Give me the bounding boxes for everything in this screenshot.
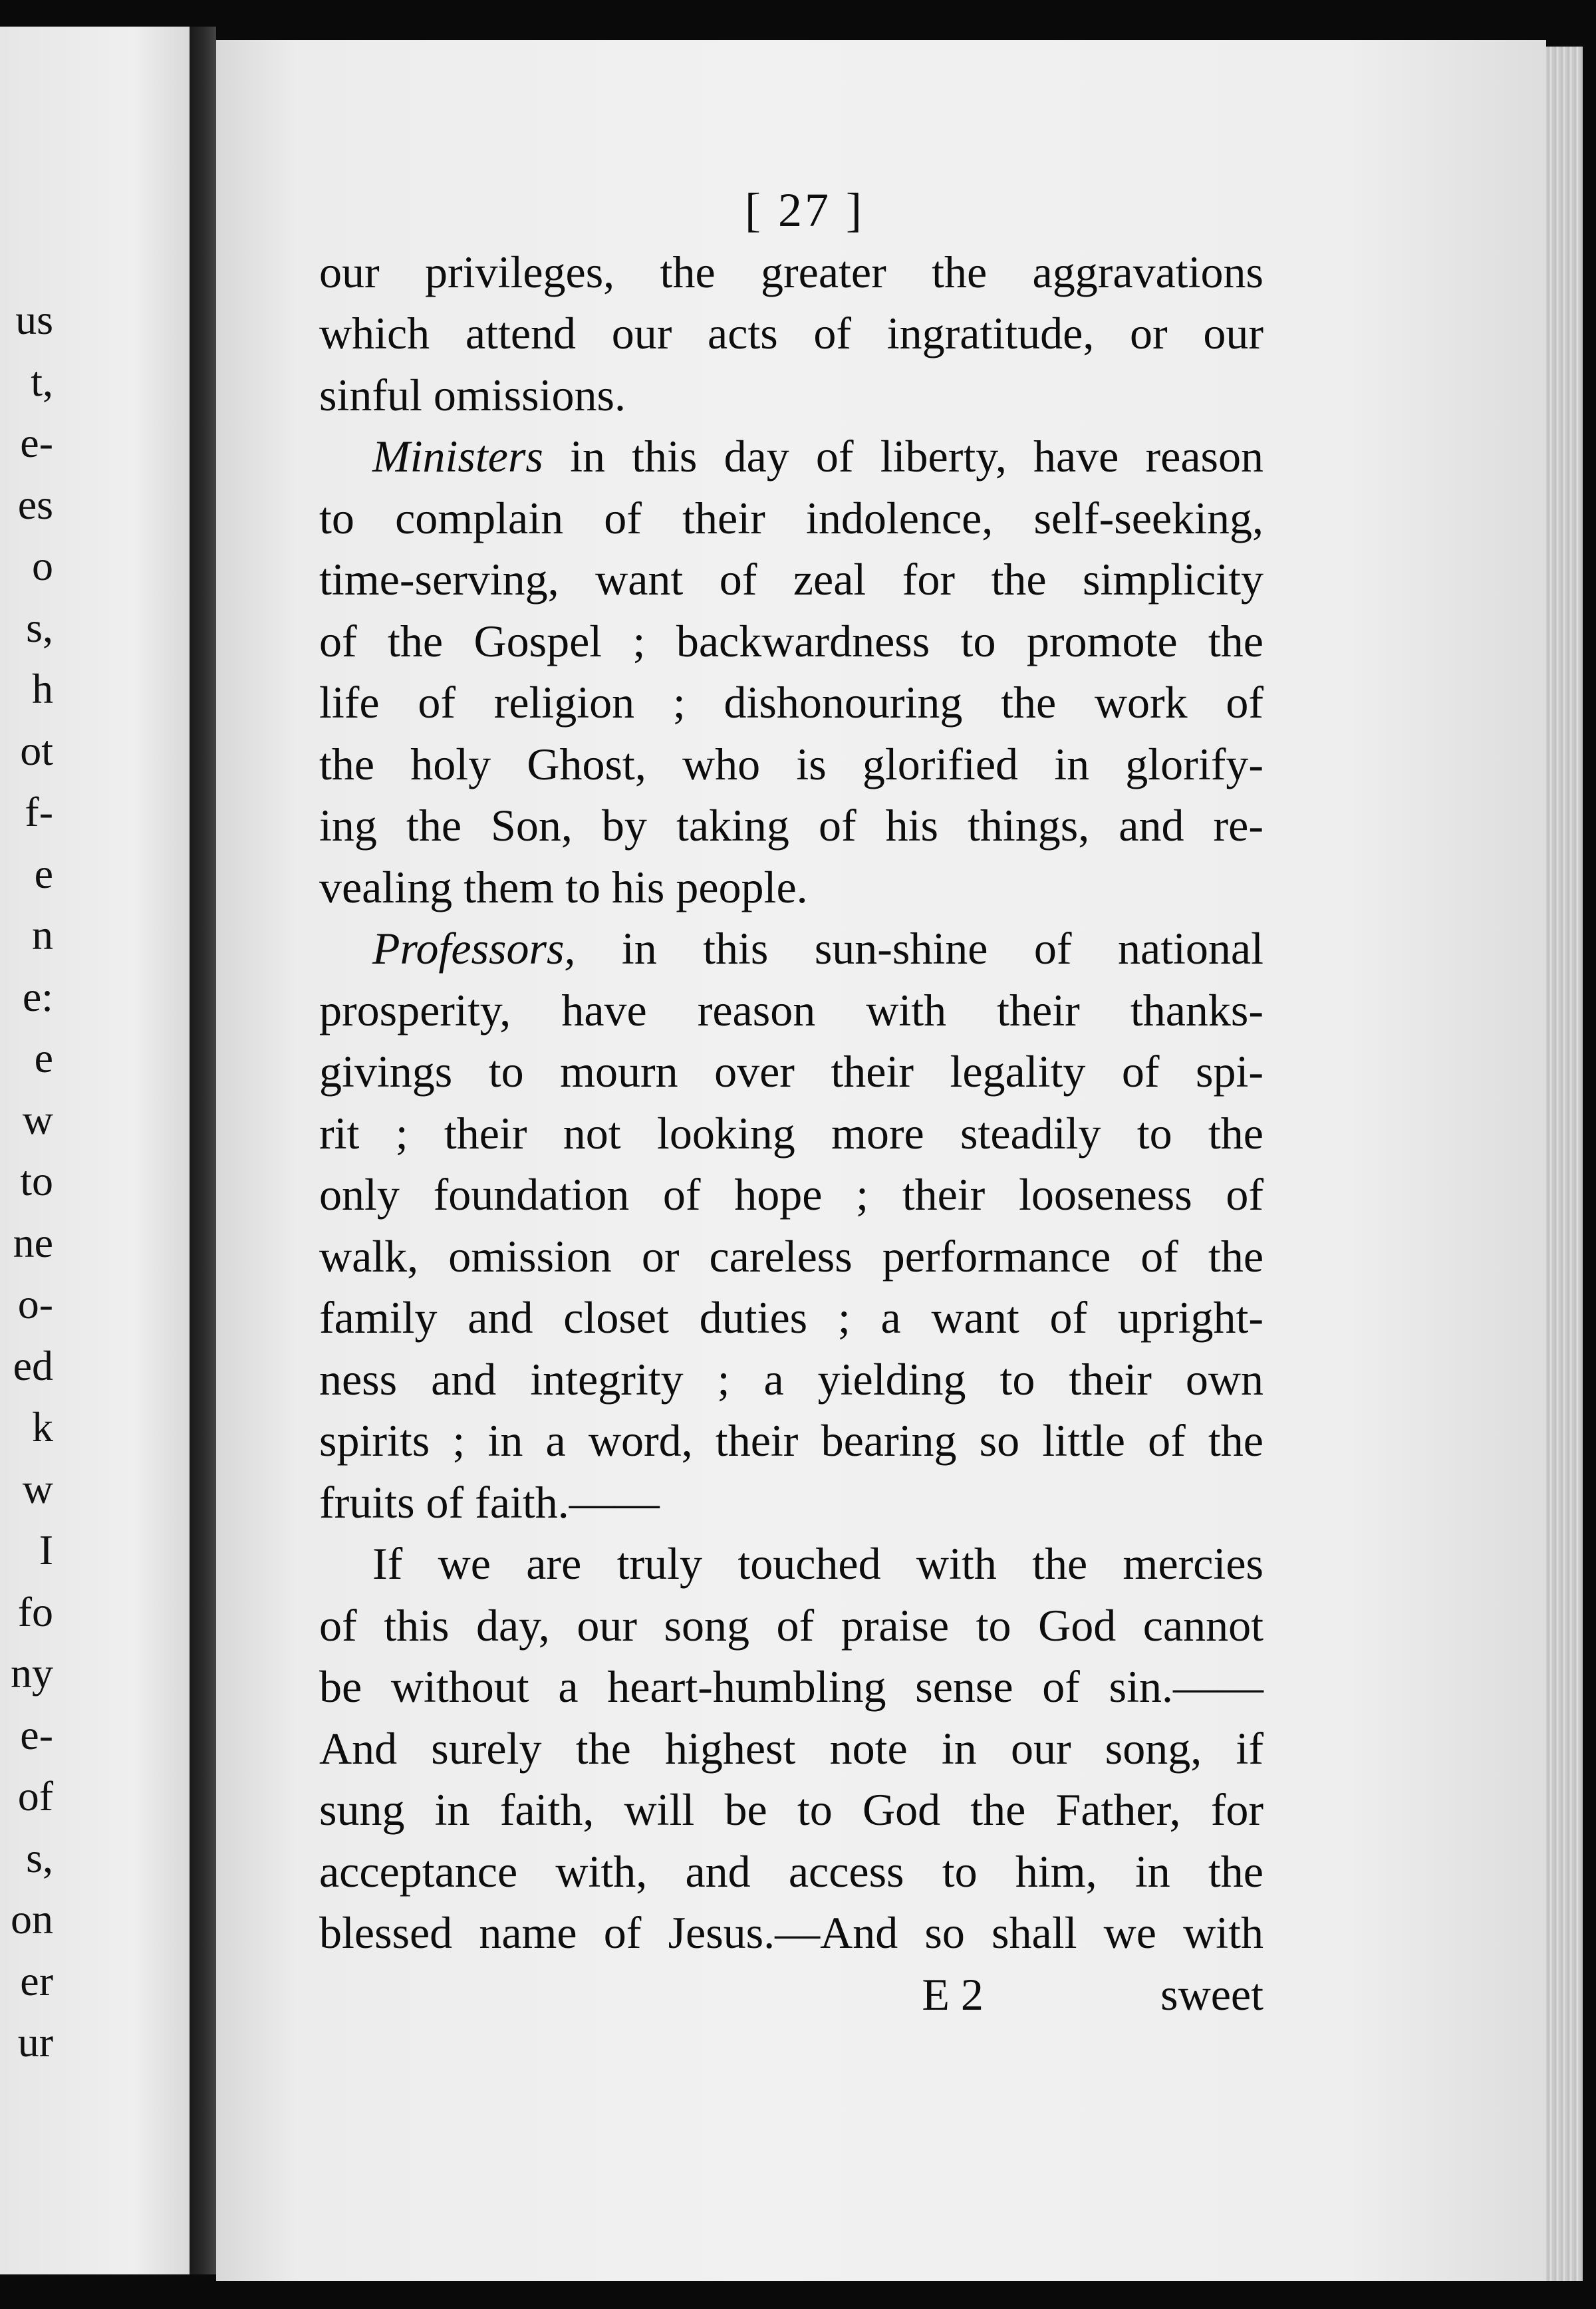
text-line: [319, 426, 1264, 487]
left-facing-page: [0, 27, 190, 2274]
left-page-fragment: us: [15, 296, 53, 343]
line-text: time-serving, want of zeal for the simplicity: [319, 554, 1264, 605]
line-text: the holy Ghost, who is glorified in glorify-: [319, 738, 1264, 789]
left-page-line-endings: [0, 289, 53, 2074]
line-text: sung in faith, will be to God the Father, for: [319, 1784, 1264, 1835]
text-line: [319, 1410, 1264, 1472]
line-text: in this day of liberty, have reason: [543, 431, 1264, 481]
line-text: family and closet duties ; a want of upright-: [319, 1292, 1264, 1343]
left-page-fragment: to: [20, 1157, 53, 1204]
left-page-fragment: I: [39, 1526, 53, 1573]
text-line: [319, 1103, 1264, 1164]
left-page-fragment: ot: [20, 726, 53, 774]
line-text: life of religion ; dishonouring the work of: [319, 677, 1264, 728]
text-line: [319, 1533, 1264, 1595]
text-line: [319, 1656, 1264, 1718]
line-text: which attend our acts of ingratitude, or our: [319, 308, 1264, 358]
text-line: [319, 1841, 1264, 1903]
left-page-fragment: ny: [11, 1649, 53, 1697]
line-text: ness and integrity ; a yielding to their own: [319, 1353, 1264, 1405]
text-line: [319, 364, 1264, 426]
line-text: only foundation of hope ; their looseness of: [319, 1169, 1264, 1220]
left-page-fragment: n: [32, 911, 53, 958]
left-page-fragment: e-: [20, 1710, 53, 1758]
line-text: vealing them to his people.: [319, 861, 808, 912]
text-line: [319, 1164, 1264, 1226]
left-page-fragment: w: [22, 1095, 53, 1143]
left-page-fragment: w: [22, 1464, 53, 1512]
catchword: sweet: [1160, 1969, 1264, 2020]
line-text: sinful omissions.: [319, 369, 626, 420]
left-page-fragment: er: [20, 1957, 53, 2004]
left-page-fragment: on: [11, 1895, 53, 1943]
line-text: fruits of faith.——: [319, 1476, 660, 1528]
page-text-block: [319, 180, 1264, 2025]
text-line: [319, 857, 1264, 918]
book-gutter: [190, 27, 216, 2274]
italic-lead-word: Ministers: [372, 431, 543, 481]
text-line: [319, 918, 1264, 980]
left-page-fragment: o-: [17, 1280, 53, 1327]
left-page-fragment: es: [17, 480, 53, 528]
left-page-fragment: s,: [26, 603, 53, 651]
text-line: [319, 795, 1264, 857]
text-line: [319, 980, 1264, 1041]
line-text: prosperity, have reason with their thanks-: [319, 984, 1264, 1035]
line-text: of this day, our song of praise to God cannot: [319, 1599, 1264, 1651]
text-line: [319, 241, 1264, 303]
line-text: If we are truly touched with the mercies: [372, 1538, 1264, 1589]
line-text: of the Gospel ; backwardness to promote the: [319, 615, 1264, 666]
line-text: ing the Son, by taking of his things, and re-: [319, 800, 1264, 851]
left-page-fragment: e: [34, 1034, 53, 1081]
text-line: [319, 1779, 1264, 1841]
italic-lead-word: Professors,: [372, 923, 576, 974]
left-page-fragment: h: [32, 665, 53, 712]
left-page-fragment: o: [32, 542, 53, 589]
text-line: [319, 672, 1264, 734]
page-edges: [1546, 47, 1583, 2281]
left-page-fragment: f-: [25, 788, 53, 835]
line-text: givings to mourn over their legality of spi-: [319, 1046, 1264, 1097]
line-text: our privileges, the greater the aggravations: [319, 246, 1264, 297]
text-line: [319, 1349, 1264, 1411]
left-page-fragment: e-: [20, 419, 53, 466]
text-line: [319, 487, 1264, 549]
left-page-fragment: t,: [31, 357, 53, 405]
text-line: [319, 611, 1264, 672]
line-text: blessed name of Jesus.—And so shall we with: [319, 1907, 1264, 1958]
text-line: [319, 1226, 1264, 1288]
left-page-fragment: ur: [17, 2018, 53, 2066]
text-line: [319, 1902, 1264, 1964]
left-page-fragment: ed: [13, 1341, 53, 1389]
line-text: walk, omission or careless performance of the: [319, 1230, 1264, 1282]
line-text: spirits ; in a word, their bearing so little of the: [319, 1415, 1264, 1466]
line-text: rit ; their not looking more steadily to the: [319, 1107, 1264, 1158]
text-line: [319, 549, 1264, 611]
left-page-fragment: e:: [22, 972, 53, 1020]
line-text: And surely the highest note in our song, if: [319, 1722, 1264, 1774]
left-page-fragment: of: [17, 1772, 53, 1820]
line-text: be without a heart-humbling sense of sin.——: [319, 1661, 1264, 1712]
page-footer: [319, 1964, 1264, 2026]
left-page-fragment: e: [34, 849, 53, 897]
left-page-fragment: s,: [26, 1834, 53, 1881]
left-page-fragment: ne: [13, 1218, 53, 1266]
text-line: [319, 303, 1264, 364]
text-line: [319, 1595, 1264, 1657]
line-text: in this sun-shine of national: [575, 923, 1264, 974]
text-line: [319, 734, 1264, 795]
text-line: [319, 1041, 1264, 1103]
left-page-fragment: k: [32, 1403, 53, 1450]
left-page-fragment: fo: [17, 1587, 53, 1635]
text-line: [319, 1718, 1264, 1780]
signature-mark: E 2: [922, 1969, 984, 2020]
page-number: [ 27 ]: [745, 184, 864, 237]
body-text: [319, 241, 1264, 1964]
line-text: acceptance with, and access to him, in the: [319, 1845, 1264, 1897]
line-text: to complain of their indolence, self-seeking,: [319, 492, 1264, 543]
text-line: [319, 1287, 1264, 1349]
text-line: [319, 1472, 1264, 1534]
